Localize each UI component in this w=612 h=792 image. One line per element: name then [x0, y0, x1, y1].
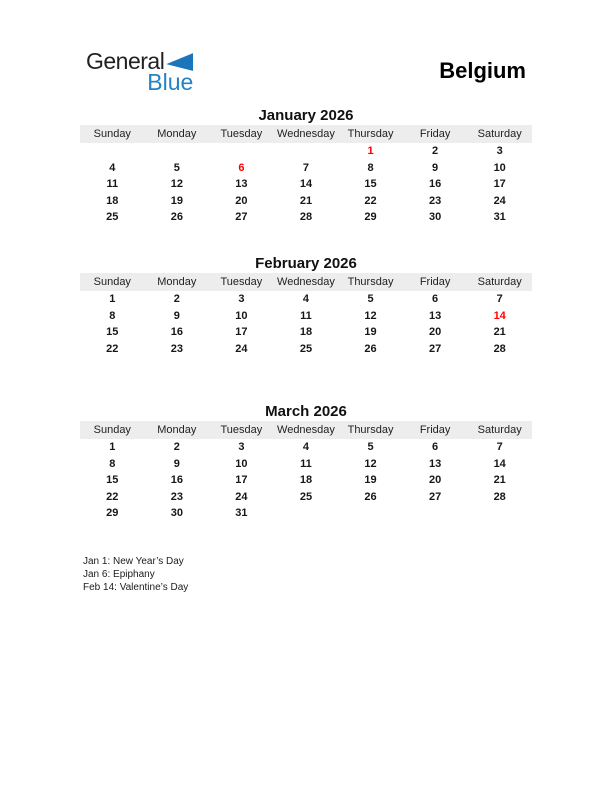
holiday-note: Jan 1: New Year’s Day — [83, 556, 184, 567]
date-cell: 3 — [238, 441, 245, 454]
date-cell: 7 — [496, 293, 503, 306]
empty-date-cell — [403, 505, 468, 522]
date-cell: 28 — [299, 211, 313, 224]
week-row — [80, 341, 532, 358]
date-cell: 25 — [299, 342, 313, 355]
date-cell: 30 — [170, 507, 183, 520]
date-cell: 15 — [364, 178, 377, 191]
date-cell: 11 — [300, 457, 312, 470]
week-row — [80, 439, 532, 456]
date-cell: 19 — [170, 194, 183, 207]
date-cell: 23 — [170, 342, 183, 355]
weekday-header: Saturday — [467, 273, 532, 291]
date-cell: 6 — [432, 293, 439, 306]
month-title: March 2026 — [265, 403, 347, 420]
date-cell: 1 — [367, 145, 374, 158]
page-header — [0, 0, 612, 95]
weekday-header: Tuesday — [209, 125, 274, 143]
weekday-header: Friday — [403, 421, 468, 439]
date-cell: 6 — [238, 161, 245, 174]
week-row — [80, 324, 532, 341]
date-cell: 8 — [367, 161, 374, 174]
date-cell: 19 — [364, 326, 377, 339]
month-calendar — [80, 421, 532, 522]
weekday-header: Wednesday — [274, 273, 339, 291]
date-cell: 12 — [170, 178, 183, 191]
date-cell: 9 — [173, 309, 180, 322]
date-cell: 26 — [364, 490, 377, 503]
month-calendar — [80, 273, 532, 357]
empty-date-cell — [145, 143, 210, 160]
date-cell: 25 — [299, 490, 313, 503]
date-cell: 16 — [170, 326, 183, 339]
date-cell: 28 — [493, 490, 506, 503]
date-cell: 16 — [428, 178, 442, 191]
weekday-header-row — [80, 421, 532, 439]
date-cell: 27 — [235, 211, 248, 224]
date-cell: 30 — [428, 211, 442, 224]
date-cell: 28 — [493, 342, 506, 355]
holiday-note: Jan 6: Epiphany — [83, 569, 155, 580]
date-cell: 2 — [173, 441, 180, 454]
weekday-header: Saturday — [467, 125, 532, 143]
weekday-header-row — [80, 273, 532, 291]
week-row — [80, 489, 532, 506]
date-cell: 9 — [173, 457, 180, 470]
date-cell: 17 — [235, 326, 248, 339]
date-cell: 11 — [300, 309, 312, 322]
date-cell: 8 — [109, 309, 116, 322]
weekday-header: Tuesday — [209, 421, 274, 439]
date-cell: 15 — [106, 474, 119, 487]
weekday-header: Thursday — [338, 125, 403, 143]
weekday-header: Sunday — [80, 273, 145, 291]
date-cell: 8 — [109, 457, 116, 470]
date-cell: 18 — [106, 194, 119, 207]
date-cell: 18 — [299, 326, 313, 339]
weekday-header: Friday — [403, 125, 468, 143]
week-row — [80, 291, 532, 308]
weekday-header: Friday — [403, 273, 468, 291]
weekday-header: Sunday — [80, 125, 145, 143]
weekday-header: Tuesday — [209, 273, 274, 291]
date-cell: 27 — [428, 490, 442, 503]
week-row — [80, 209, 532, 226]
date-cell: 27 — [428, 342, 442, 355]
empty-date-cell — [274, 143, 339, 160]
month-title: February 2026 — [255, 255, 357, 272]
month-block — [80, 403, 532, 551]
week-row — [80, 160, 532, 177]
empty-date-cell — [274, 505, 339, 522]
date-cell: 20 — [428, 474, 442, 487]
date-cell: 31 — [493, 211, 506, 224]
date-cell: 5 — [367, 293, 374, 306]
date-cell: 12 — [364, 457, 377, 470]
date-cell: 26 — [170, 211, 183, 224]
date-cell: 3 — [238, 293, 245, 306]
country-title: Belgium — [439, 58, 526, 83]
weekday-header: Monday — [145, 273, 210, 291]
logo-text-general: General — [86, 48, 165, 74]
week-row — [80, 143, 532, 160]
date-cell: 10 — [235, 457, 248, 470]
empty-date-cell — [338, 505, 403, 522]
date-cell: 7 — [302, 161, 310, 174]
date-cell: 23 — [428, 194, 442, 207]
date-cell: 25 — [106, 211, 119, 224]
week-row — [80, 456, 532, 473]
date-cell: 22 — [364, 194, 377, 207]
date-cell: 24 — [235, 490, 248, 503]
date-cell: 14 — [493, 457, 506, 470]
empty-date-cell — [80, 143, 145, 160]
date-cell: 17 — [235, 474, 248, 487]
holiday-note: Feb 14: Valentine’s Day — [83, 582, 189, 593]
weekday-header: Monday — [145, 421, 210, 439]
date-cell: 17 — [493, 178, 506, 191]
date-cell: 13 — [235, 178, 248, 191]
date-cell: 4 — [302, 293, 310, 306]
empty-date-cell — [467, 505, 532, 522]
date-cell: 11 — [106, 178, 119, 191]
date-cell: 22 — [106, 342, 119, 355]
month-calendar — [80, 125, 532, 226]
date-cell: 13 — [428, 309, 442, 322]
date-cell: 14 — [493, 309, 506, 322]
week-row — [80, 505, 532, 522]
date-cell: 21 — [493, 326, 506, 339]
date-cell: 21 — [493, 474, 506, 487]
date-cell: 24 — [235, 342, 248, 355]
month-title: January 2026 — [258, 107, 354, 124]
date-cell: 5 — [173, 161, 180, 174]
date-cell: 6 — [432, 441, 439, 454]
months-container — [80, 107, 532, 551]
weekday-header: Thursday — [338, 273, 403, 291]
date-cell: 4 — [302, 441, 310, 454]
date-cell: 31 — [235, 507, 248, 520]
date-cell: 5 — [367, 441, 374, 454]
date-cell: 2 — [173, 293, 180, 306]
date-cell: 26 — [364, 342, 377, 355]
date-cell: 16 — [170, 474, 183, 487]
date-cell: 4 — [109, 161, 116, 174]
weekday-header-row — [80, 125, 532, 143]
date-cell: 29 — [364, 211, 377, 224]
week-row — [80, 472, 532, 489]
month-block — [80, 255, 532, 403]
weekday-header: Monday — [145, 125, 210, 143]
date-cell: 19 — [364, 474, 377, 487]
date-cell: 7 — [496, 441, 503, 454]
date-cell: 14 — [299, 178, 313, 191]
date-cell: 1 — [109, 441, 116, 454]
date-cell: 1 — [109, 293, 116, 306]
weekday-header: Sunday — [80, 421, 145, 439]
weekday-header: Wednesday — [274, 125, 339, 143]
date-cell: 21 — [299, 194, 313, 207]
date-cell: 20 — [428, 326, 442, 339]
month-block — [80, 107, 532, 255]
date-cell: 13 — [428, 457, 442, 470]
date-cell: 9 — [432, 161, 439, 174]
week-row — [80, 176, 532, 193]
holidays-list — [80, 555, 532, 594]
weekday-header: Saturday — [467, 421, 532, 439]
week-row — [80, 308, 532, 325]
week-row — [80, 193, 532, 210]
weekday-header: Thursday — [338, 421, 403, 439]
date-cell: 18 — [299, 474, 313, 487]
date-cell: 29 — [106, 507, 119, 520]
date-cell: 10 — [493, 161, 506, 174]
weekday-header: Wednesday — [274, 421, 339, 439]
date-cell: 23 — [170, 490, 183, 503]
date-cell: 20 — [235, 194, 248, 207]
date-cell: 10 — [235, 309, 248, 322]
empty-date-cell — [209, 143, 274, 160]
date-cell: 2 — [432, 145, 439, 158]
date-cell: 12 — [364, 309, 377, 322]
date-cell: 24 — [493, 194, 506, 207]
date-cell: 3 — [496, 145, 503, 158]
logo-text-blue: Blue — [147, 69, 194, 95]
date-cell: 22 — [106, 490, 119, 503]
date-cell: 15 — [106, 326, 119, 339]
general-blue-logo — [86, 48, 194, 95]
